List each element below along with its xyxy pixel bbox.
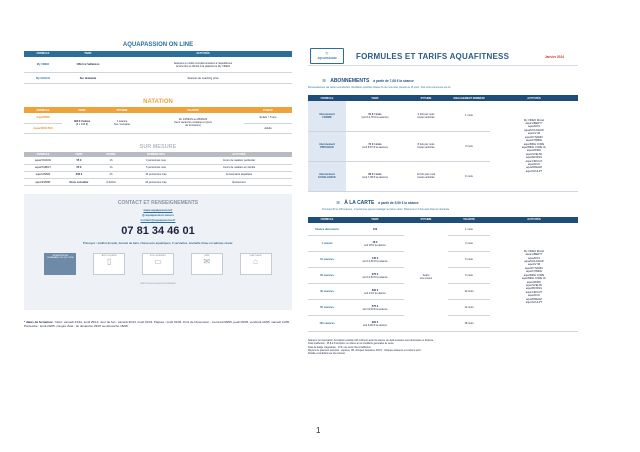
formule-cell: Abonnement EXCELLENCE <box>308 161 346 191</box>
booking-option[interactable]: APPLI MOBILE ▯ <box>93 253 125 275</box>
validite-cell: 10 mois <box>448 284 490 300</box>
col-tarif: TARIF <box>346 95 404 101</box>
formule-cell: aqua'FAMILY <box>24 164 62 171</box>
tarif-cell: 270 € soit 13,50 € la séance <box>346 268 404 284</box>
tarif-cell: Offert à l'adhésion <box>62 57 114 73</box>
activites-cell: Cours de natation en famille <box>186 164 292 171</box>
formule-cell: 30 séances <box>308 284 346 300</box>
col-tarif: TARIF <box>62 51 114 57</box>
duree-cell: 1h <box>96 157 126 164</box>
booking-icons <box>24 253 292 275</box>
tarif-cell: 390 € l'année (3 x 130 €) <box>62 113 102 133</box>
nombre-cell: 10 personnes max <box>126 171 186 178</box>
validite-cell: 18 mois <box>448 316 490 332</box>
table-row <box>24 178 292 185</box>
engagement-cell: 3 mois <box>448 131 490 161</box>
tarif-cell: 71 € / mois (soit 8,87 € la séance) <box>346 131 404 161</box>
col-formule: FORMULE <box>24 107 62 113</box>
formule-cell: 10 séances <box>308 252 346 268</box>
sur-mesure-table <box>24 152 292 187</box>
footnote: Moyens de paiement acceptés : espèces, CB, chèques bancaires, ANCV : chèques vacances et coupons sport. <box>308 349 422 352</box>
website-icon: ▭ <box>154 257 162 267</box>
tarif-cell: 990 € soit 9,90 € la séance <box>346 316 404 332</box>
tarif-cell: 390 € soit 13 € la séance <box>346 284 404 300</box>
formule-cell: aqua'EVENT <box>24 178 62 185</box>
social-link[interactable]: ◎ aquapassion.mours <box>142 213 174 218</box>
table-row <box>308 223 578 236</box>
col-tarif: TARIF <box>346 217 404 223</box>
wave-icon: ≈ <box>325 51 329 57</box>
validite-cell: 1 mois <box>448 223 490 236</box>
activites-cell: Cours de natation particulier <box>186 157 292 164</box>
location-icon: ⌂ <box>253 257 258 267</box>
rythme-cell: Selon vos envies <box>404 223 448 332</box>
qr-code-icon: RÉSERVER EN SCANNANT CE QR CODE <box>47 255 74 260</box>
siret-text: SIRET 000 000 000 00000 RCS 000000000 <box>140 283 176 286</box>
validite-cell: 12 mois <box>448 300 490 316</box>
tarif-cell: 145 € soit 14,50 € la séance <box>346 252 404 268</box>
col-activites: ACTIVITÉS <box>490 217 578 223</box>
footnote: Séances sur réservation. Annulation possible 24h minimum avant la séance. Au-delà la séance sera décomptée et facturée. <box>308 340 434 343</box>
formule-cell: 20 séances <box>308 268 346 284</box>
formule-cell: Abonnement PRIVILÈGE <box>308 131 346 161</box>
activites-cell: Séances de coaching privé <box>114 73 292 84</box>
formule-cell: aqua'COACH <box>24 157 62 164</box>
activites-cell: Séances en vidéo complémentaires à l'aquafitness Accès libre et illimité à la plateforme My VIDEO <box>114 57 292 73</box>
col-formule: FORMULE <box>24 51 62 57</box>
col-engagement: ENGAGEMENT MINIMUM <box>448 95 490 101</box>
public-cell: Enfant > 5 ans <box>244 113 292 123</box>
footnote: Détails et conditions sur site internet. <box>308 352 346 355</box>
activites-cell: Anniversaire aquatique <box>186 171 292 178</box>
rythme-cell: 1 séance fixe / semaine <box>102 113 142 133</box>
carte-heading: ≋ À LA CARTE à partir de 9,90 € la séance <box>336 199 419 206</box>
phone-app-icon: ▯ <box>106 257 112 267</box>
tarif-cell: 575 € soit 11,50 € la séance <box>346 300 404 316</box>
page-header <box>308 48 578 66</box>
natation-table <box>24 107 292 133</box>
table-row <box>24 157 292 164</box>
col-tarif: TARIF <box>62 107 102 113</box>
validite-cell: 6 mois <box>448 252 490 268</box>
duree-cell: À définir <box>96 178 126 185</box>
public-cell: Adulte <box>244 123 292 133</box>
contact-section <box>24 194 292 310</box>
email-link[interactable]: contact@aquapassion.fr <box>140 218 176 223</box>
online-title: AQUAPASSION ON LINE <box>122 42 194 48</box>
tarif-cell: 200 € <box>62 171 96 178</box>
phone-number: 07 81 34 46 01 <box>121 225 195 238</box>
right-page <box>308 48 578 356</box>
activites-list: My VIDEO illimité aqua'LIBERTY aqua'DOS aqua'DOUCEUR aqua'GYM aqua'DYNAMIC aqua'FITBIKE aqua'BIKE CORE aqua'BIKE CORE XL aqua'WORK aqua'SVELTE aqua'BOXING aqua'CIRCUIT aqua'DUO aqua'DREAM aqua'SCULPT <box>490 223 578 332</box>
carte-table <box>308 217 578 333</box>
bring-note: Prévoyez : maillot de bain, bonnet de bain, chaussons aquatiques, 2 serviettes, bouteille d'eau et cadenas casier. <box>82 241 234 246</box>
logo: ≈ AQUAPASSION <box>310 48 344 64</box>
closure-dates: * dates de fermeture : Noël : samedi 23/12, lundi 25/12. Jour de l'an : samedi 30/12, lundi 01/01. Pâques : lundi 01/04. Pont de l'Ascension : mercredi 08/05, jeudi 09/05, vendredi 10/05, samedi 11/05. Pentecôte : lundi 20/05. congés d'été : du dimanche 29/07 au dimanche 18/08. <box>24 320 290 329</box>
formule-cell: 100 séances <box>308 316 346 332</box>
col-formule: FORMULE <box>24 152 62 158</box>
booking-option[interactable]: SUR PLACE ⌂ <box>240 253 272 275</box>
formule-cell: My COACH <box>24 73 62 84</box>
footnote: Frais de badge magnétique : 10 €, une seule fois à l'adhésion. <box>308 346 372 349</box>
tarif-cell: 10€ <box>346 223 404 236</box>
col-rythme: RYTHME <box>102 107 142 113</box>
validite-cell: 3 mois <box>448 236 490 252</box>
tarif-cell: 85 € / mois (soit 7,08 € la séance) <box>346 161 404 191</box>
natation-title: NATATION <box>143 99 173 106</box>
validite-cell: 9 mois <box>448 268 490 284</box>
abonnements-table <box>308 95 578 192</box>
footnote: Frais d'adhésion : 35 € à l'inscription, se référer à nos conditions générales de vente. <box>308 343 395 346</box>
col-validite: VALIDITÉ <box>142 107 244 113</box>
rythme-cell: 4 fois par mois toutes activités <box>404 101 448 131</box>
col-formule: FORMULE <box>308 217 346 223</box>
nombre-cell: 3 personnes max <box>126 157 186 164</box>
nombre-cell: 20 personnes max <box>126 178 186 185</box>
tarif-cell: Nous consulter <box>62 178 96 185</box>
duree-cell: 1h <box>96 164 126 171</box>
rythme-cell: 12 fois par mois toutes activités <box>404 161 448 191</box>
tarif-cell: 55 € <box>62 157 96 164</box>
col-nombre: NOMBRE MAX <box>126 152 186 158</box>
activites-cell: Événement <box>186 178 292 185</box>
formule-cell: Aqua'ADULTES <box>24 123 62 133</box>
abonnements-heading: ≋ ABONNEMENTS à partir de 7,08 € la séance <box>322 78 414 84</box>
formule-cell: My VIDEO <box>24 57 62 73</box>
formule-cell: Aqua'KIDS <box>24 113 62 123</box>
sur-mesure-title: SUR MESURE <box>139 143 177 150</box>
formule-cell: Abonnement FORME <box>308 101 346 131</box>
engagement-cell: 6 mois <box>448 161 490 191</box>
page-number: 1 <box>316 426 321 435</box>
formule-cell: aqua'ANNIV <box>24 171 62 178</box>
booking-option[interactable]: SITE INTERNET ▭ <box>142 253 174 275</box>
instagram-icon: ◎ <box>142 213 146 218</box>
booking-option[interactable]: SMS ✉ <box>191 253 223 275</box>
col-activites: ACTIVITÉS <box>186 152 292 158</box>
col-rythme: RYTHME <box>404 95 448 101</box>
col-activites: ACTIVITÉS <box>490 95 578 101</box>
col-activites: ACTIVITÉS <box>114 51 292 57</box>
wave-icon: ≋ <box>336 199 341 206</box>
table-row <box>24 57 292 73</box>
page-title: FORMULES ET TARIFS AQUAFITNESS <box>356 52 510 61</box>
col-rythme: RYTHME <box>404 217 448 223</box>
online-table <box>24 51 292 84</box>
col-formule: FORMULE <box>308 95 346 101</box>
table-row <box>24 113 292 123</box>
wave-icon: ≋ <box>322 78 327 84</box>
table-row <box>308 101 578 131</box>
col-tarif: TARIF <box>62 152 96 158</box>
engagement-cell: 1 mois <box>448 101 490 131</box>
activites-list: My VIDEO illimité aqua'LIBERTY aqua'DOS aqua'DOUCEUR aqua'GYM aqua'DYNAMIC aqua'FITBIKE aqua'BIKE CORE aqua'BIKE CORE XL aqua'WORK aqua'SVELTE aqua'BOXING aqua'CIRCUIT aqua'DUO aqua'DREAM aqua'SCULPT <box>490 101 578 191</box>
validite-cell: Du 13/09/23 au 28/06/24 (hors vacances scolaires et jours de fermeture) <box>142 113 244 133</box>
nombre-cell: 5 personnes max <box>126 164 186 171</box>
tarif-cell: 18 € soit 18 € la séance <box>346 236 404 252</box>
left-page <box>24 42 292 328</box>
duree-cell: 2h <box>96 171 126 178</box>
contact-title: CONTACT ET RENSEIGNEMENTS <box>117 200 199 207</box>
booking-option[interactable] <box>44 253 76 275</box>
col-public: PUBLIC <box>244 107 292 113</box>
website-link[interactable]: www.aquapassion.fr <box>143 208 173 213</box>
tarif-cell: 51 € / mois (soit 12,75 € la séance) <box>346 101 404 131</box>
sms-icon: ✉ <box>203 257 211 267</box>
rythme-cell: 8 fois par mois toutes activités <box>404 131 448 161</box>
abonnements-note: Renouvellement par tacite reconduction. Résiliation possible chaque fin de mois avec préavis de 15 jours. Tout mois commencé est dû. <box>308 86 451 89</box>
table-row <box>24 73 292 84</box>
formule-cell: Séance découverte <box>308 223 346 236</box>
formule-cell: 50 séances <box>308 300 346 316</box>
tarif-cell: 55 € <box>62 164 96 171</box>
col-validite: VALIDITÉ <box>448 217 490 223</box>
col-duree: DURÉE <box>96 152 126 158</box>
date-label: Janvier 2024 <box>544 55 564 59</box>
carte-note: Formules 50 et 100 séances : 2 personnes peuvent partager la même carte ! Paiement en 3 fois sans frais sur demande. <box>322 207 450 211</box>
footnotes <box>308 340 578 355</box>
formule-cell: 1 séance <box>308 236 346 252</box>
tarif-cell: Sur demande <box>62 73 114 84</box>
table-row <box>24 171 292 178</box>
table-row <box>24 164 292 171</box>
